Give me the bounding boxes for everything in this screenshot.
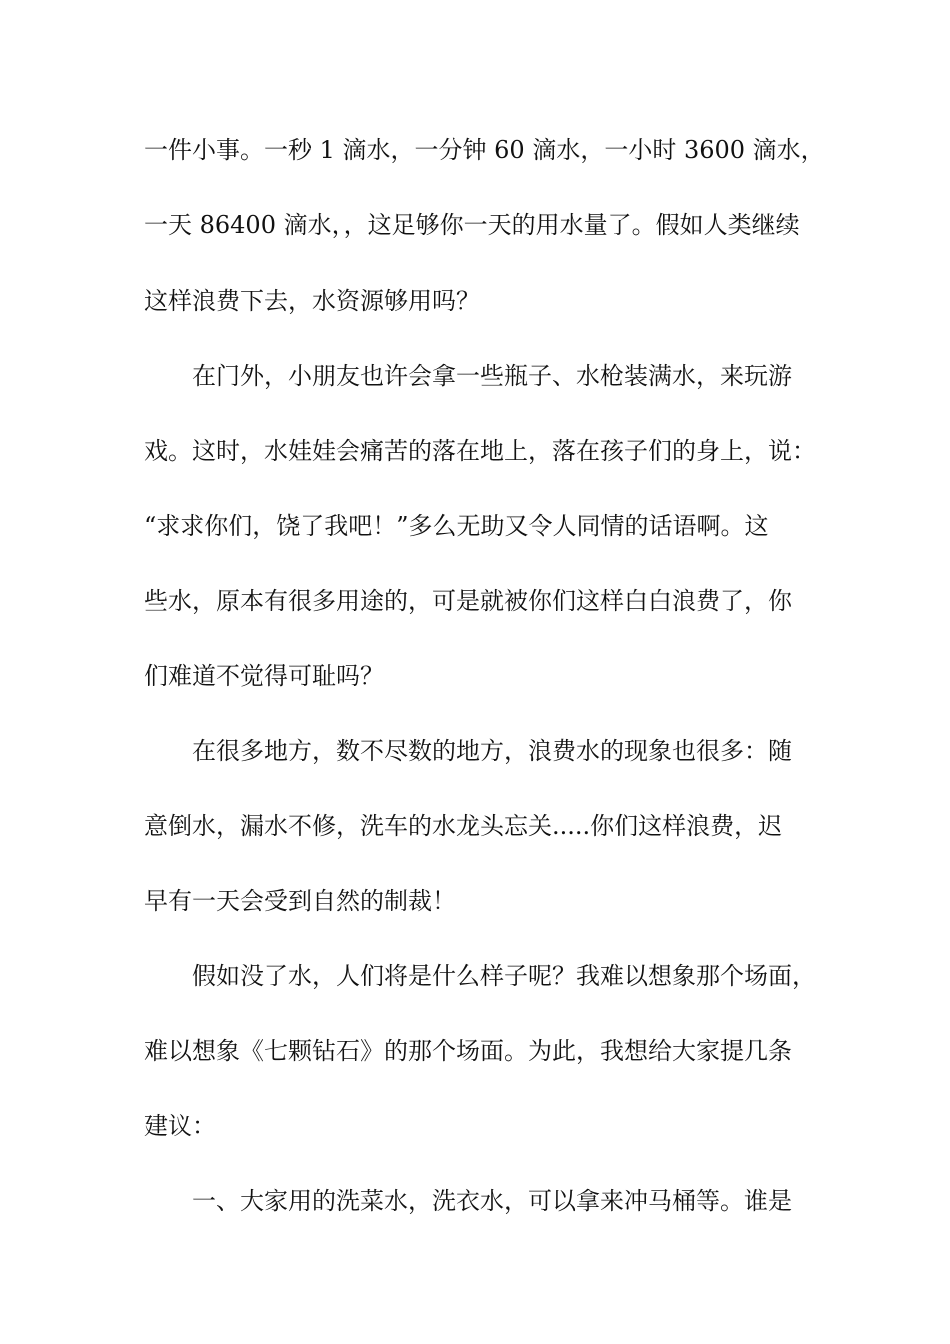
text-line: 早有一天会受到自然的制裁！ [144, 887, 456, 915]
text-line: “求求你们，饶了我吧！”多么无助又令人同情的话语啊。这 [144, 512, 769, 540]
paragraph-first-line: 在很多地方，数不尽数的地方，浪费水的现象也很多：随 [192, 737, 792, 765]
text-line: 一天 86400 滴水，，这足够你一天的用水量了。假如人类继续 [144, 211, 800, 239]
text-line: 们难道不觉得可耻吗？ [144, 662, 384, 690]
text-line: 意倒水，漏水不修，洗车的水龙头忘关.....你们这样浪费，迟 [144, 812, 783, 840]
text-line: 这样浪费下去，水资源够用吗？ [144, 287, 480, 315]
text-line: 难以想象《七颗钻石》的那个场面。为此，我想给大家提几条 [144, 1037, 792, 1065]
text-line: 建议： [144, 1112, 216, 1140]
paragraph-first-line: 假如没了水，人们将是什么样子呢？我难以想象那个场面， [192, 962, 816, 990]
text-line: 一件小事。一秒 1 滴水，一分钟 60 滴水，一小时 3600 滴水， [144, 136, 825, 164]
paragraph-first-line: 一、大家用的洗菜水，洗衣水，可以拿来冲马桶等。谁是 [192, 1187, 792, 1215]
text-line: 些水，原本有很多用途的，可是就被你们这样白白浪费了，你 [144, 587, 792, 615]
text-line: 戏。这时，水娃娃会痛苦的落在地上，落在孩子们的身上，说： [144, 437, 816, 465]
paragraph-first-line: 在门外，小朋友也许会拿一些瓶子、水枪装满水，来玩游 [192, 362, 792, 390]
